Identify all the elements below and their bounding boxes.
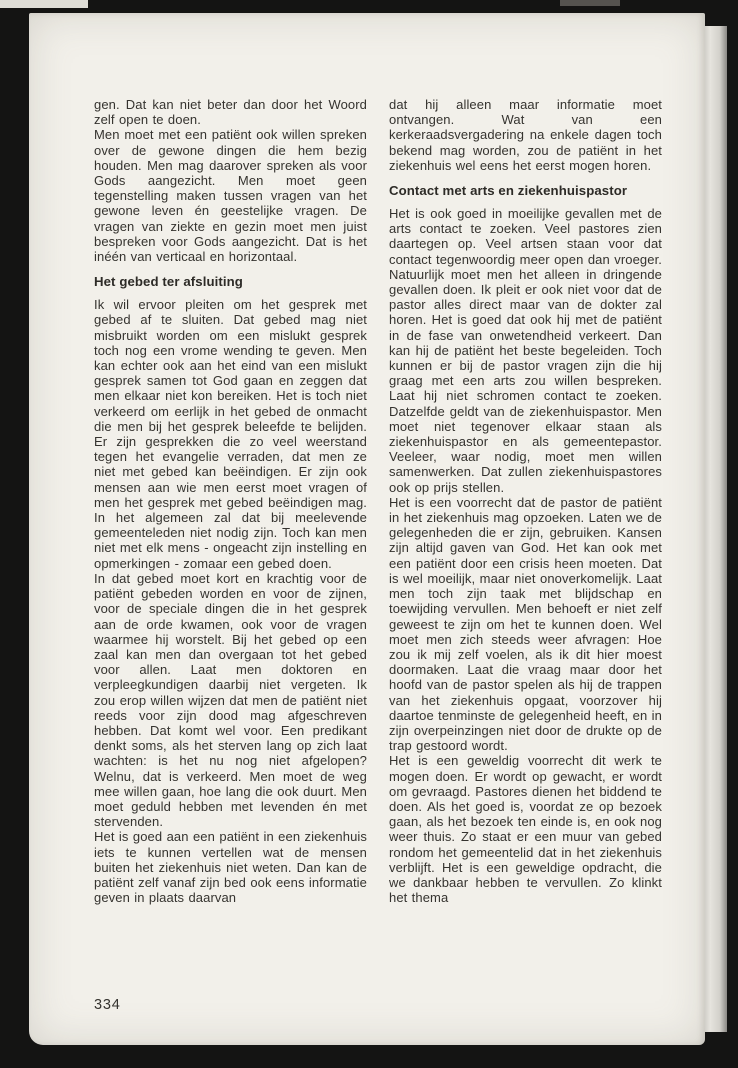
paragraph: gen. Dat kan niet beter dan door het Woord zelf open te doen.	[94, 97, 367, 128]
paragraph: Het is goed aan een patiënt in een ziekenhuis iets te kunnen vertellen wat de mensen buiten het ziekenhuis niet weten. Dan kan de patiënt zelf vanaf zijn bed ook eens informatie geven in plaats daarvan	[94, 829, 367, 906]
section-heading: Het gebed ter afsluiting	[94, 274, 243, 290]
two-column-text	[94, 97, 662, 905]
paragraph: Het is een geweldig voorrecht dit werk te mogen doen. Er wordt op gewacht, er wordt om gevraagd. Pastores dienen het biddend te doen. Als het goed is, voordat ze op bezoek gaan, als het bezoek ten einde is, en ook nog weer thuis. Zo staat er een muur van gebed rondom het gemeentelid dat in het ziekenhuis verblijft. Het is een geweldige opdracht, die we dankbaar hebben te vervullen. Zo klinkt het thema	[389, 753, 662, 906]
text-column-left	[94, 97, 367, 905]
scan-edge-shadow	[560, 0, 620, 6]
paragraph: Het is ook goed in moeilijke gevallen met de arts contact te zoeken. Veel pastores zien daartegen op. Veel artsen staan voor dat contact tegenwoordig meer open dan vroeger. Natuurlijk moet men het alleen in dringende gevallen doen. Ik pleit er ook niet voor dat de pastor alles direct maar van de dokter zal horen. Het is goed dat ook hij met de patiënt in de fase van onwetendheid verkeert. Dan kan hij de patiënt het beste begeleiden. Toch kunnen er bij de pastor vragen zijn die hij graag met een arts zou willen bespreken. Laat hij niet schromen contact te zoeken. Datzelfde geldt van de ziekenhuispastor. Men moet niet tegenover elkaar staan als ziekenhuispastor en als gemeentepastor. Veeleer, waar nodig, moet men willen samenwerken. Dat zullen ziekenhuispastores ook op prijs stellen.	[389, 206, 662, 495]
book-page	[29, 13, 705, 1045]
paragraph: Ik wil ervoor pleiten om het gesprek met gebed af te sluiten. Dat gebed mag niet misbruikt worden om een mislukt gesprek toch nog een vrome wending te geven. Men kan echter ook aan het eind van een mislukt gesprek samen tot God gaan en zeggen dat men elkaar niet kon bereiken. Het is toch niet verkeerd om eerlijk in het gebed de onmacht die men bij het gesprek beleefde te belijden. Er zijn gesprekken die zo veel weerstand tegen het evangelie verraden, dat men ze niet met gebed kan beëindigen. Er zijn ook mensen aan wie men eerst moet vragen of men het gesprek met gebed beëindigen mag. In het algemeen zal dat bij meelevende gemeenteleden niet nodig zijn. Toch kan men niet met elk mens - ongeacht zijn instelling en opmerkingen - zomaar een gebed doen.	[94, 297, 367, 571]
paragraph: In dat gebed moet kort en krachtig voor de patiënt gebeden worden en voor de zijnen, voor de speciale dingen die in het gesprek aan de orde kwamen, ook voor de vragen waarmee hij worstelt. Bij het gebed op een zaal kan men dan overgaan tot het gebed voor allen. Laat men doktoren en verpleegkundigen daarbij niet vergeten. Ik zou erop willen wijzen dat men de patiënt niet reeds voor zijn dood mag afgeschreven hebben. Dat komt wel voor. Een predikant denkt soms, als het sterven lang op zich laat wachten: is het nu nog niet afgelopen? Welnu, dat is verkeerd. Men moet de weg mee willen gaan, hoe lang die ook duurt. Men moet geduld hebben met levenden én met stervenden.	[94, 570, 367, 830]
page-number: 334	[94, 997, 121, 1013]
paragraph: Men moet met een patiënt ook willen spreken over de gewone dingen die hem bezig houden. Men mag daarover spreken als voor Gods aangezicht. Men moet geen tegenstelling maken tussen vragen van het gewone leven én geestelijke vragen. De vragen van ziekte en gezin moet men juist bespreken voor Gods aangezicht. Dat is het inéén van verticaal en horizontaal.	[94, 127, 367, 265]
section-heading: Contact met arts en ziekenhuispastor	[389, 183, 628, 199]
scan-edge-highlight	[0, 0, 88, 8]
paragraph: dat hij alleen maar informatie moet ontvangen. Wat van een kerkeraadsvergadering na enkele dagen toch bekend mag worden, zou de patiënt in het ziekenhuis wel eens het eerst mogen horen.	[389, 97, 662, 173]
stacked-page-edges	[703, 26, 727, 1032]
paragraph: Het is een voorrecht dat de pastor de patiënt in het ziekenhuis mag opzoeken. Laten we de gelegenheden die er zijn, gebruiken. Kansen zijn altijd gaven van God. Het kan ook met een patiënt door een crisis heen moeten. Dat is wel moeilijk, maar niet onoverkomelijk. Laat men toch zijn taak met blijdschap en toewijding vervullen. Men behoeft er niet zelf geweest te zijn om het te kunnen doen. Wel moet men zich steeds weer afvragen: Hoe zou ik mij zelf voelen, als ik dit hier moest doormaken. Laat die vraag maar door het hoofd van de pastor spelen als hij de trappen van het ziekenhuis opgaat, voorzover hij daartoe tenminste de gelegenheid heeft, en in zijn overpeinzingen niet door de drukte op de trap gestoord wordt.	[389, 494, 662, 754]
text-column-right	[389, 97, 662, 905]
